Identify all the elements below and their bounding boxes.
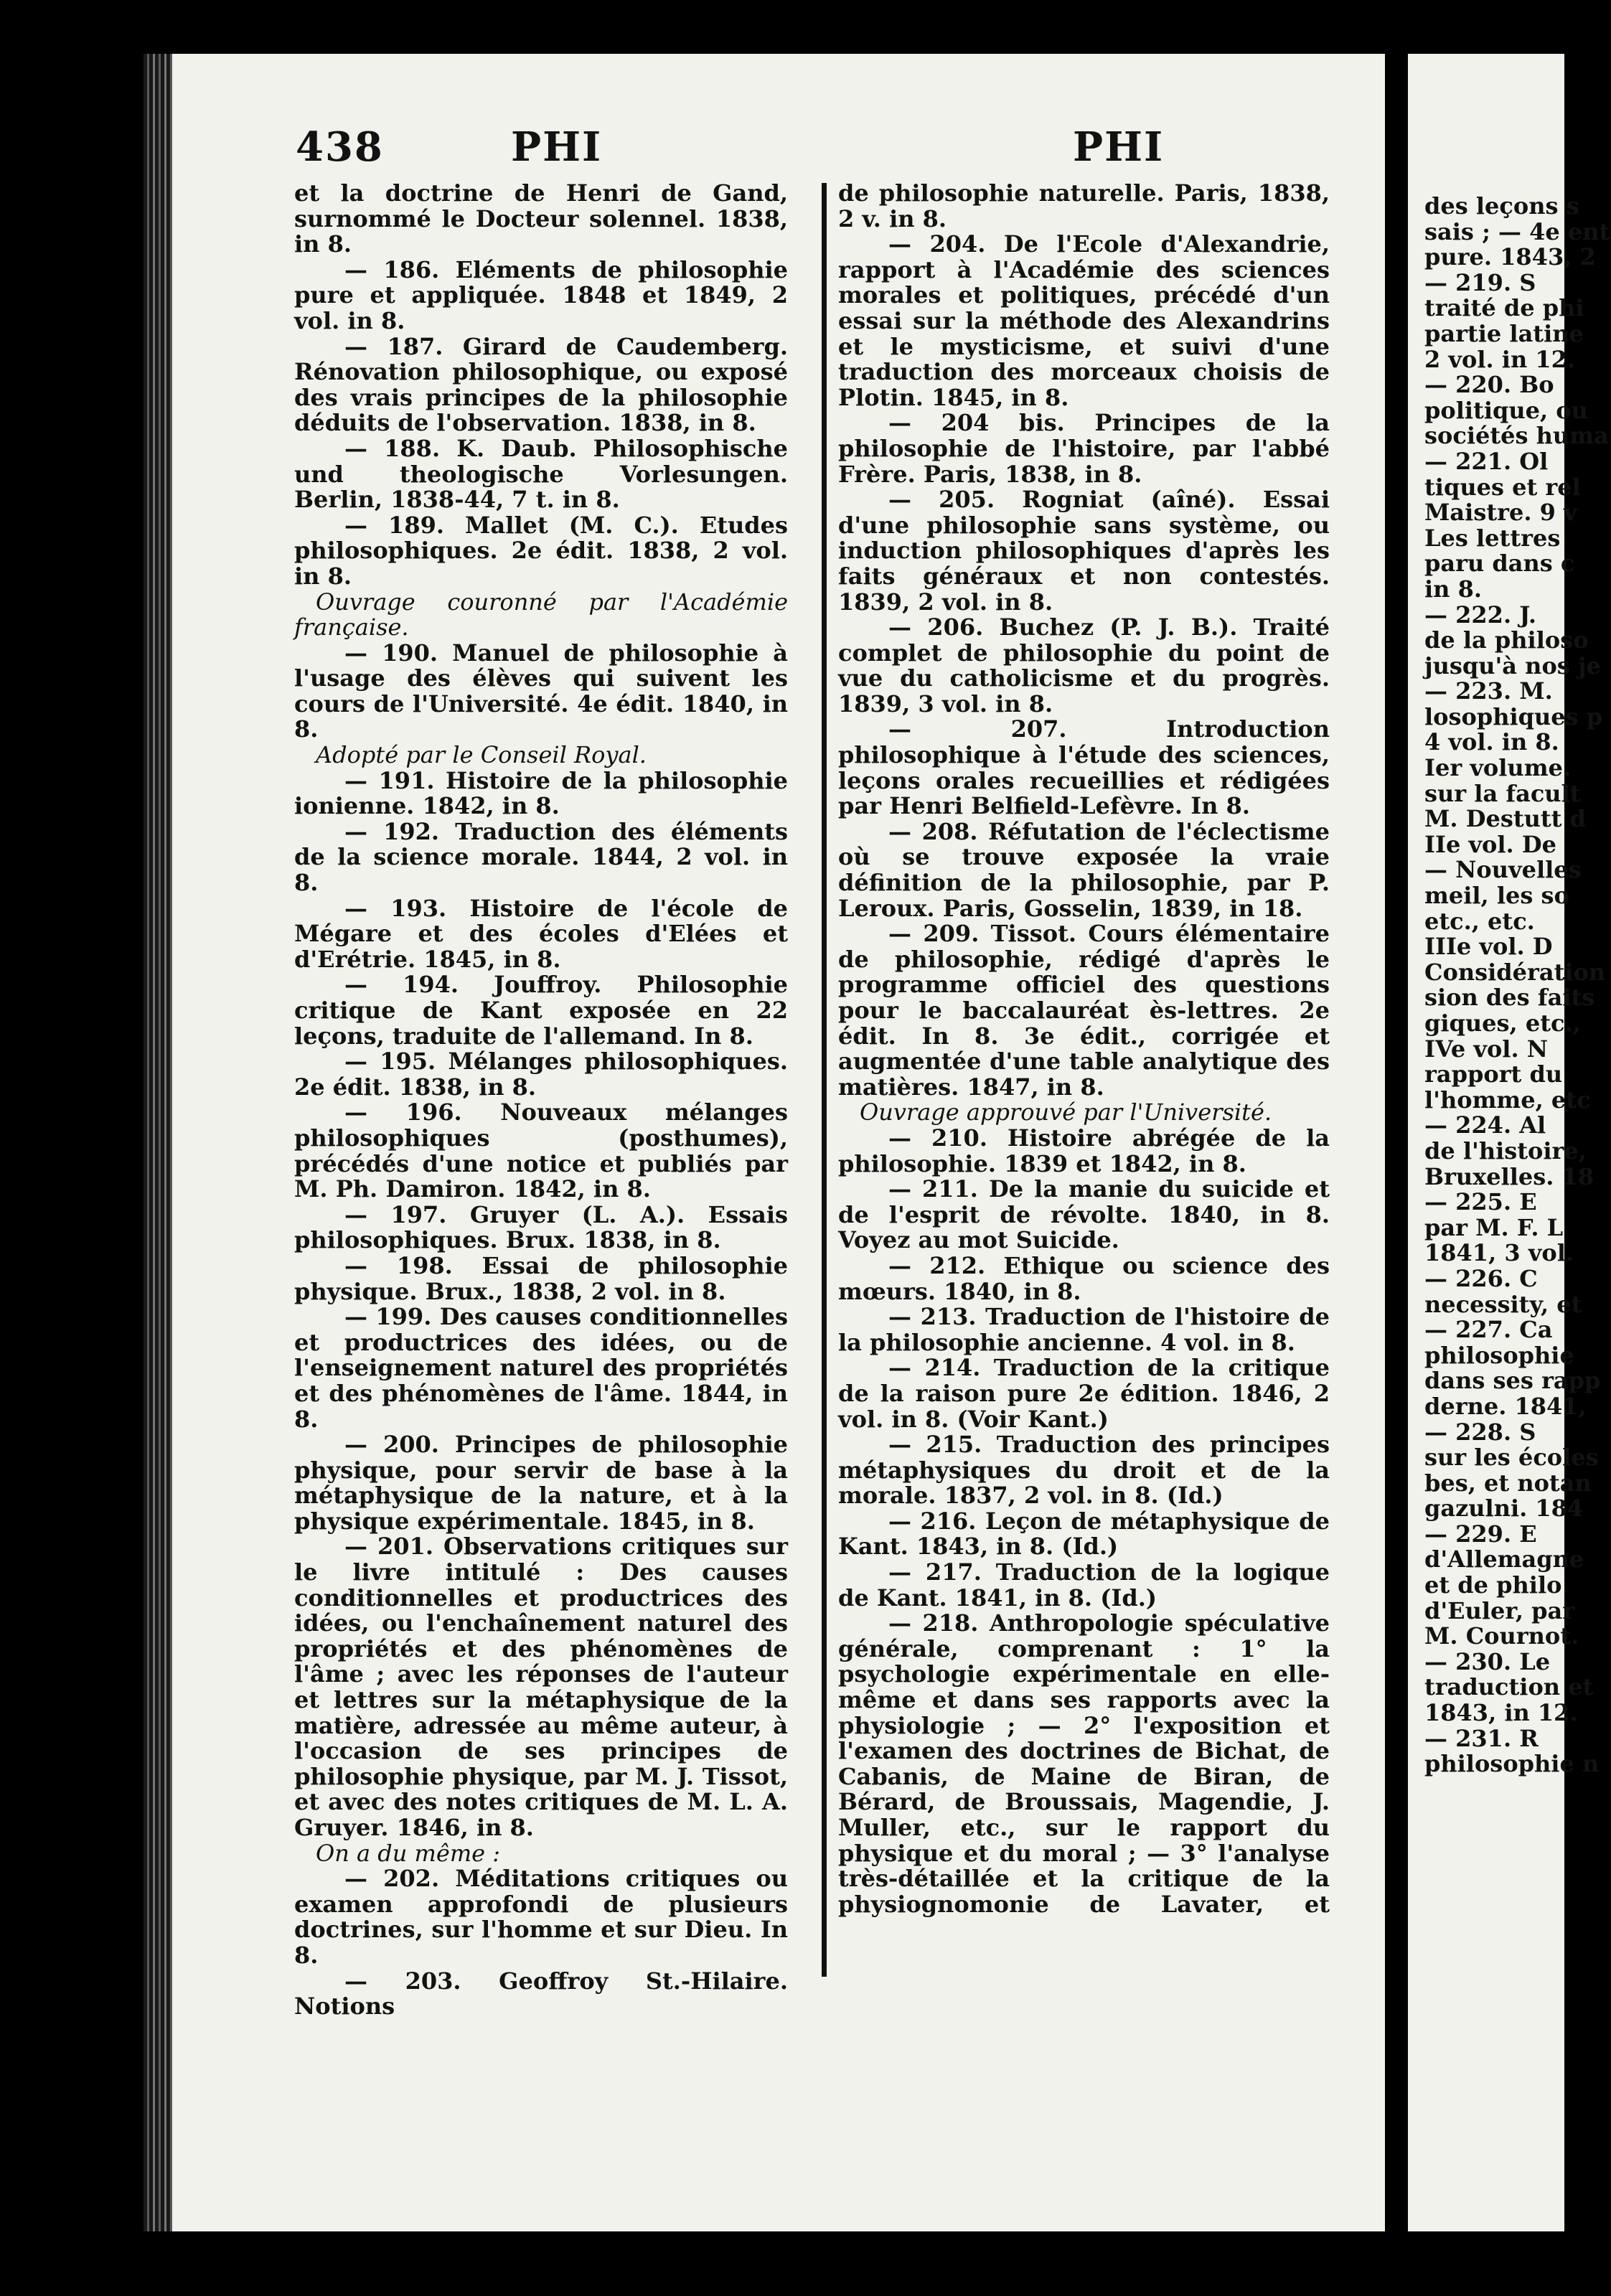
next-page-line: bes, et notan — [1424, 1469, 1592, 1497]
next-page-line: Les lettres — [1424, 524, 1561, 552]
next-page-line: et de philo — [1424, 1571, 1562, 1599]
next-page-line: — 230. Le — [1424, 1647, 1551, 1675]
bibliography-entry: — 196. Nouveaux mélanges philosophiques (posthumes), précédés d'une notice et publiés par M. Ph. Damiron. 1842, in 8. — [294, 1098, 788, 1203]
next-page-line: Considération — [1424, 958, 1606, 986]
next-page-line: 1841, 3 vol. — [1424, 1239, 1574, 1267]
next-page-line: dans ses rapp — [1424, 1367, 1601, 1395]
next-page-line: paru dans c — [1424, 550, 1575, 578]
next-page-line: — 220. Bo — [1424, 371, 1554, 399]
next-page-line: necessity, et — [1424, 1290, 1582, 1318]
bibliography-entry: — 216. Leçon de métaphysique de Kant. 1843, in 8. (Id.) — [838, 1507, 1330, 1561]
bibliography-entry: — 213. Traduction de l'histoire de la philosophie ancienne. 4 vol. in 8. — [838, 1303, 1330, 1356]
next-page-line: — 225. E — [1424, 1188, 1537, 1216]
next-page-line: Ier volume. — [1424, 754, 1572, 782]
next-page-line: — 224. Al — [1424, 1111, 1546, 1139]
next-page-line: meil, les so — [1424, 882, 1569, 910]
next-page-line: sociétés huma — [1424, 422, 1609, 450]
next-page-line: l'homme, etc — [1424, 1086, 1591, 1114]
bibliography-entry: — 200. Principes de philosophie physique, pour servir de base à la métaphysique de la nature, et à la physique expérimentale. 1845, in 8. — [294, 1431, 788, 1535]
bibliography-entry: On a du même : — [316, 1839, 501, 1867]
bibliography-entry: et la doctrine de Henri de Gand, surnommé le Docteur solennel. 1838, in 8. — [294, 179, 788, 258]
next-page-line: philosophie — [1424, 1341, 1574, 1369]
bibliography-entry: — 186. Eléments de philosophie pure et appliquée. 1848 et 1849, 2 vol. in 8. — [294, 255, 788, 334]
next-page-line: M. Destutt d — [1424, 805, 1586, 833]
page-number: 438 — [296, 123, 384, 171]
next-page-line: d'Allemagne — [1424, 1545, 1584, 1573]
bibliography-entry: — 198. Essai de philosophie physique. Brux., 1838, 2 vol. in 8. — [294, 1251, 788, 1305]
bibliography-entry: — 211. De la manie du suicide et de l'esprit de révolte. 1840, in 8. Voyez au mot Suicide. — [838, 1175, 1330, 1254]
bibliography-entry: — 199. Des causes conditionnelles et productrices des idées, ou de l'enseignement naturel des propriétés et des phénomènes de l'âme. 1844, in 8. — [294, 1303, 788, 1433]
bibliography-entry: — 215. Traduction des principes métaphysiques du droit et de la morale. 1837, 2 vol. in 8. (Id.) — [838, 1431, 1330, 1510]
next-page-line: sion des faits — [1424, 984, 1595, 1012]
bibliography-entry: Adopté par le Conseil Royal. — [316, 741, 647, 769]
column-rule — [822, 183, 827, 1977]
next-page-line: Maistre. 9 v — [1424, 499, 1577, 527]
next-page-line: — 222. J. — [1424, 601, 1537, 629]
next-page-line: 4 vol. in 8. — [1424, 728, 1559, 756]
bibliography-entry: — 205. Rogniat (aîné). Essai d'une philosophie sans système, ou induction philosophiques d'après les faits généraux et non contestés. 1839, 2 vol. in 8. — [838, 486, 1330, 616]
bibliography-entry: — 210. Histoire abrégée de la philosophie. 1839 et 1842, in 8. — [838, 1124, 1330, 1177]
bibliography-entry: — 197. Gruyer (L. A.). Essais philosophiques. Brux. 1838, in 8. — [294, 1200, 788, 1254]
bibliography-entry: — 204 bis. Principes de la philosophie de l'histoire, par l'abbé Frère. Paris, 1838, in 8. — [838, 409, 1330, 488]
running-head-right: PHI — [1073, 123, 1165, 171]
book-page-edge — [144, 54, 172, 2231]
bibliography-entry: — 202. Méditations critiques ou examen approfondi de plusieurs doctrines, sur l'homme et sur Dieu. In 8. — [294, 1865, 788, 1969]
next-page-line: — 231. R — [1424, 1724, 1539, 1752]
bibliography-entry: — 189. Mallet (M. C.). Etudes philosophiques. 2e édit. 1838, 2 vol. in 8. — [294, 511, 788, 590]
next-page-line: — 227. Ca — [1424, 1316, 1553, 1344]
next-page-line: philosophie n — [1424, 1750, 1600, 1778]
next-page-line: sur la facult — [1424, 779, 1581, 807]
next-page-line: — 221. Ol — [1424, 447, 1549, 475]
bibliography-entry: Ouvrage approuvé par l'Université. — [860, 1098, 1272, 1126]
right-column — [838, 181, 1330, 1917]
bibliography-entry: — 191. Histoire de la philosophie ionienne. 1842, in 8. — [294, 766, 788, 820]
bibliography-entry: — 208. Réfutation de l'éclectisme où se trouve exposée la vraie définition de la philosophie, par P. Leroux. Paris, Gosselin, 1839, in 18. — [838, 817, 1330, 922]
bibliography-entry: — 207. Introduction philosophique à l'étude des sciences, leçons orales recueillies et rédigées par Henri Belfield-Lefèvre. In 8. — [838, 715, 1330, 820]
next-page-line: d'Euler, par — [1424, 1596, 1575, 1624]
bibliography-entry: — 217. Traduction de la logique de Kant. 1841, in 8. (Id.) — [838, 1558, 1330, 1612]
next-page-line: — 223. M. — [1424, 677, 1553, 705]
next-page-line: Bruxelles. 18 — [1424, 1162, 1594, 1190]
bibliography-entry: — 188. K. Daub. Philosophische und theologische Vorlesungen. Berlin, 1838-44, 7 t. in 8. — [294, 434, 788, 514]
next-page-line: IVe vol. N — [1424, 1035, 1548, 1063]
bibliography-entry: — 190. Manuel de philosophie à l'usage des élèves qui suivent les cours de l'Université. 4e édit. 1840, in 8. — [294, 639, 788, 743]
bibliography-entry: — 206. Buchez (P. J. B.). Traité complet de philosophie du point de vue du catholicisme et du progrès. 1839, 3 vol. in 8. — [838, 613, 1330, 718]
next-page-line: de l'histoire, — [1424, 1137, 1587, 1165]
next-page-line: IIIe vol. D — [1424, 933, 1553, 961]
bibliography-entry: — 212. Ethique ou science des mœurs. 1840, in 8. — [838, 1251, 1330, 1305]
next-page-line: par M. F. L — [1424, 1213, 1564, 1241]
next-page-line: derne. 1841, — [1424, 1392, 1587, 1420]
next-page-line: sais ; — 4e ent — [1424, 217, 1610, 245]
bibliography-entry: Ouvrage couronné par l'Académie française. — [294, 588, 788, 641]
next-page-line: pure. 1843, 2 — [1424, 243, 1596, 271]
bibliography-entry: — 218. Anthropologie spéculative générale, comprenant : 1° la psychologie expérimentale en elle-même et dans ses rapports avec la physiologie ; — 2° l'exposition et l'examen des doctrines de Bichat, de Cabanis, de Maine de Biran, de Bérard, de Broussais, Magendie, J. Muller, etc., sur le rapport du physique et du moral ; — 3° l'analyse très-détaillée et la critique de la physiognomonie de Lavater, et — [838, 1609, 1330, 1918]
next-page-line: M. Cournot. — [1424, 1622, 1579, 1650]
bibliography-entry: — 203. Geoffroy St.-Hilaire. Notions — [294, 1967, 788, 2020]
bibliography-entry: de philosophie naturelle. Paris, 1838, 2 v. in 8. — [838, 179, 1330, 232]
next-page-line: losophiques p — [1424, 702, 1603, 730]
next-page-line: de la philoso — [1424, 626, 1589, 654]
running-head-left: PHI — [511, 123, 603, 171]
next-page-line: partie latine — [1424, 319, 1584, 347]
bibliography-entry: — 209. Tissot. Cours élémentaire de philosophie, rédigé d'après le programme officiel des questions pour le baccalauréat ès-lettres. 2e édit. In 8. 3e édit., corrigée et augmentée d'une table analytique des matières. 1847, in 8. — [838, 920, 1330, 1101]
next-page-line: — 228. S — [1424, 1418, 1536, 1446]
next-page-line: — 226. C — [1424, 1264, 1538, 1292]
next-page-line: sur les écoles — [1424, 1444, 1599, 1472]
bibliography-entry: — 201. Observations critiques sur le livre intitulé : Des causes conditionnelles et productrices des idées, ou l'enchaînement naturel des propriétés et des phénomènes de l'âme ; avec les réponses de l'auteur et lettres sur la métaphysique de la matière, adressée au même auteur, à l'occasion de ses principes de philosophie physique, par M. J. Tissot, et avec des notes critiques de M. L. A. Gruyer. 1846, in 8. — [294, 1533, 788, 1841]
next-page-line: des leçons s — [1424, 192, 1579, 220]
next-page-column — [1424, 194, 1611, 1777]
bibliography-entry: — 214. Traduction de la critique de la raison pure 2e édition. 1846, 2 vol. in 8. (Voir Kant.) — [838, 1354, 1330, 1433]
next-page-line: 2 vol. in 12. — [1424, 345, 1576, 373]
next-page-line: — Nouvelles — [1424, 856, 1582, 884]
bibliography-entry: — 187. Girard de Caudemberg. Rénovation philosophique, ou exposé des vrais principes de la philosophie déduits de l'observation. 1838, in 8. — [294, 332, 788, 437]
next-page-line: 1843, in 12. — [1424, 1699, 1578, 1727]
next-page-line: — 229. E — [1424, 1520, 1537, 1548]
next-page-line: tiques et rel — [1424, 473, 1581, 501]
next-page-line: jusqu'à nos je — [1424, 651, 1601, 679]
bibliography-entry: — 204. De l'Ecole d'Alexandrie, rapport à l'Académie des sciences morales et politiques, précédé d'un essai sur la méthode des Alexandrins et le mysticisme, et suivi d'une traduction des morceaux choisis de Plotin. 1845, in 8. — [838, 230, 1330, 411]
bibliography-entry: — 192. Traduction des éléments de la science morale. 1844, 2 vol. in 8. — [294, 817, 788, 897]
next-page-line: in 8. — [1424, 575, 1482, 603]
bibliography-entry: — 194. Jouffroy. Philosophie critique de Kant exposée en 22 leçons, traduite de l'allemand. In 8. — [294, 971, 788, 1050]
next-page-line: traduction et — [1424, 1673, 1594, 1701]
next-page-line: IIe vol. De — [1424, 830, 1556, 858]
bibliography-entry: — 193. Histoire de l'école de Mégare et des écoles d'Elées et d'Erétrie. 1845, in 8. — [294, 894, 788, 973]
next-page-line: — 219. S — [1424, 268, 1536, 296]
next-page-line: traité de phi — [1424, 294, 1584, 322]
next-page-line: politique, ou — [1424, 396, 1588, 424]
next-page-line: gazulni. 184 — [1424, 1495, 1584, 1523]
next-page-line: rapport du — [1424, 1060, 1563, 1088]
next-page-line: etc., etc. — [1424, 907, 1535, 935]
next-page-line: giques, etc., — [1424, 1010, 1581, 1037]
bibliography-entry: — 195. Mélanges philosophiques. 2e édit. 1838, in 8. — [294, 1048, 788, 1101]
left-column — [294, 181, 788, 2020]
